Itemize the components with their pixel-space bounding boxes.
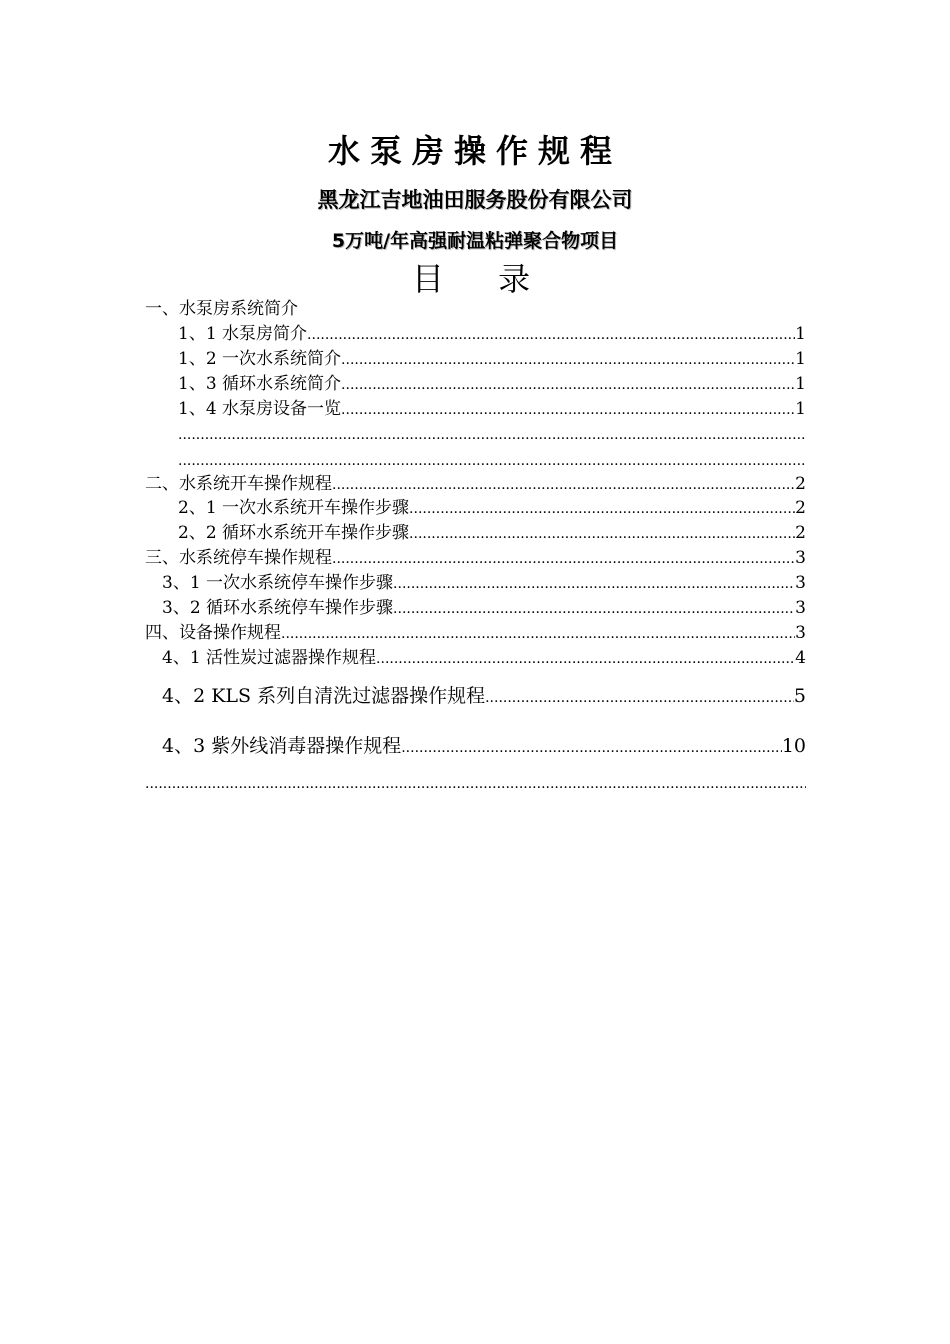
toc-entry-label: 一、水泵房系统简介 [145, 299, 298, 319]
leader-dots [409, 527, 795, 541]
leader-dots [341, 353, 795, 367]
toc-heading: 目 录 [411, 260, 553, 298]
leader-dots [485, 691, 794, 705]
leader-dots [341, 403, 795, 417]
toc-page-number: 3 [795, 623, 806, 643]
toc-entry[interactable] [178, 401, 806, 418]
toc-entry-label: 四、设备操作规程 [145, 623, 281, 643]
leader-dots [401, 741, 782, 755]
toc-entry[interactable] [162, 600, 806, 617]
toc-entry-label: 1、2 一次水系统简介 [178, 349, 342, 369]
leader-dots [145, 777, 806, 791]
toc-entry-label: 4、1 活性炭过滤器操作规程 [162, 648, 377, 668]
toc-empty-entry [145, 777, 806, 791]
toc-page-number: 3 [795, 573, 806, 593]
leader-dots [281, 627, 795, 641]
toc-entry-label: 4、3 紫外线消毒器操作规程 [162, 735, 402, 757]
leader-dots [341, 378, 795, 392]
leader-dots [393, 602, 795, 616]
toc-page-number: 4 [795, 648, 806, 668]
toc-page-number: 2 [795, 498, 806, 518]
toc-entry-label: 2、2 循环水系统开车操作步骤 [178, 523, 410, 543]
toc-entry-label: 3、1 一次水系统停车操作步骤 [162, 573, 394, 593]
toc-page-number: 3 [795, 548, 806, 568]
toc-page-number: 3 [795, 598, 806, 618]
toc-entry[interactable] [162, 650, 806, 667]
toc-entry-section-4[interactable] [145, 625, 806, 642]
toc-entry-label: 4、2 KLS 系列自清洗过滤器操作规程 [162, 685, 486, 707]
leader-dots [178, 454, 806, 468]
toc-entry[interactable] [162, 687, 806, 706]
toc-empty-entry [178, 428, 806, 442]
toc-page-number: 2 [795, 474, 806, 494]
toc-entry-section-2[interactable] [145, 476, 806, 493]
toc-page-number: 10 [781, 735, 806, 757]
toc-page-number: 1 [795, 374, 806, 394]
leader-dots [393, 577, 795, 591]
toc-entry[interactable] [178, 376, 806, 393]
toc-entry-label: 1、4 水泵房设备一览 [178, 399, 342, 419]
toc-entry-label: 三、水系统停车操作规程 [145, 548, 332, 568]
toc-entry[interactable] [178, 500, 806, 517]
leader-dots [307, 328, 795, 342]
toc-entry-label: 1、3 循环水系统简介 [178, 374, 342, 394]
toc-page-number: 1 [795, 324, 806, 344]
toc-entry[interactable] [178, 525, 806, 542]
toc-entry-label: 3、2 循环水系统停车操作步骤 [162, 598, 394, 618]
project-name: 5万吨/年高强耐温粘弹聚合物项目 [331, 230, 619, 252]
toc-entry[interactable] [178, 351, 806, 368]
toc-page-number: 1 [795, 399, 806, 419]
toc-entry-section-3[interactable] [145, 550, 806, 567]
toc-entry[interactable] [162, 737, 806, 756]
toc-entry-label: 二、水系统开车操作规程 [145, 474, 332, 494]
toc-entry-section-1[interactable] [145, 301, 806, 318]
toc-empty-entry [178, 454, 806, 468]
leader-dots [178, 428, 806, 442]
toc-entry-label: 2、1 一次水系统开车操作步骤 [178, 498, 410, 518]
toc-entry-label: 1、1 水泵房简介 [178, 324, 308, 344]
toc-page-number: 1 [795, 349, 806, 369]
toc-entry[interactable] [162, 575, 806, 592]
company-name: 黑龙江吉地油田服务股份有限公司 [317, 188, 633, 212]
document-title: 水泵房操作规程 [327, 132, 622, 170]
toc-page-number: 5 [793, 685, 806, 707]
leader-dots [409, 502, 795, 516]
leader-dots [332, 552, 795, 566]
leader-dots [376, 652, 795, 666]
leader-dots [332, 478, 795, 492]
toc-entry[interactable] [178, 326, 806, 343]
toc-page-number: 2 [795, 523, 806, 543]
